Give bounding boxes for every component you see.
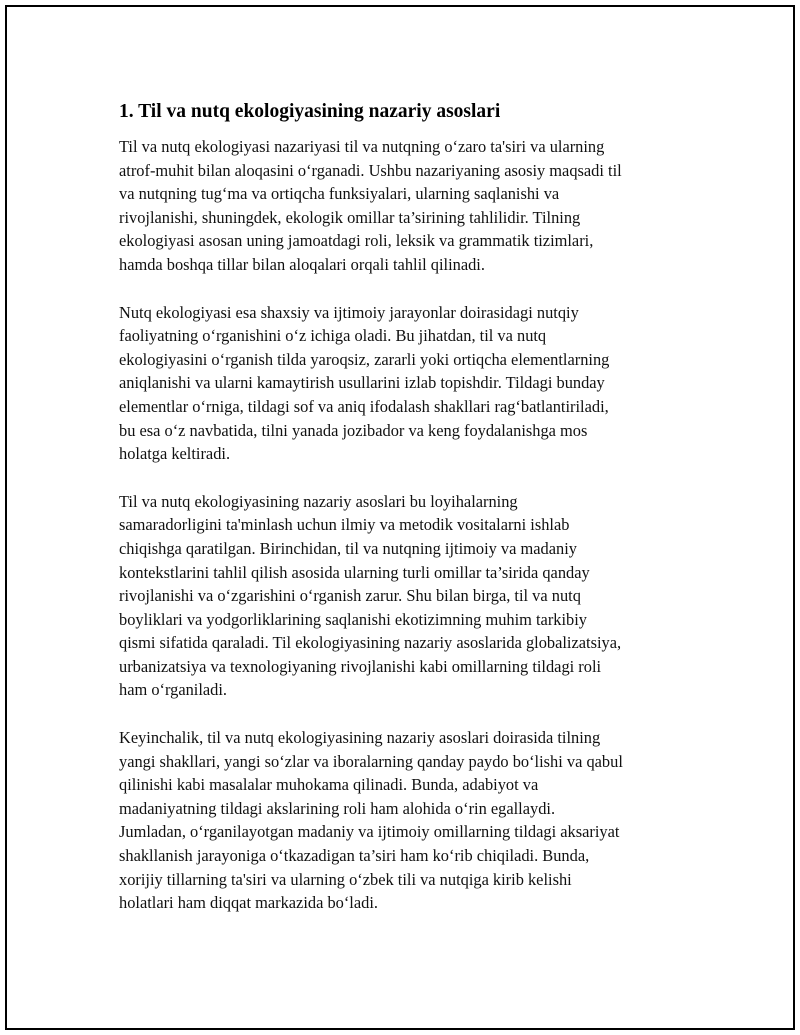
text-line: va nutqning tug‘ma va ortiqcha funksiyalari, ularning saqlanishi va [119,184,560,204]
text-line: madaniyatning tildagi akslarining roli ham alohida o‘rin egallaydi. [119,798,556,818]
text-line: ekologiyasi asosan uning jamoatdagi roli, leksik va grammatik tizimlari, [119,231,594,251]
text-line: holatga keltiradi. [119,444,231,464]
text-line: Nutq ekologiyasi esa shaxsiy va ijtimoiy jarayonlar doirasidagi nutqiy [119,302,579,322]
text-line: ekologiyasini o‘rganish tilda yaroqsiz, zararli yoki ortiqcha elementlarning [119,349,610,369]
paragraph-2 [119,301,709,466]
text-line: elementlar o‘rniga, tildagi sof va aniq ifodalash shakllari rag‘batlantiriladi, [119,396,609,416]
text-line: samaradorligini ta'minlash uchun ilmiy va metodik vositalarni ishlab [119,515,570,535]
text-line: ham o‘rganiladi. [119,680,228,700]
text-line: holatlari ham diqqat markazida bo‘ladi. [119,893,378,913]
text-line: xorijiy tillarning ta'siri va ularning o‘zbek tili va nutqiga kirib kelishi [119,869,572,889]
paragraph-1 [119,135,709,277]
page-frame [5,5,795,1030]
text-line: Til va nutq ekologiyasi nazariyasi til va nutqning o‘zaro ta'siri va ularning [119,137,605,156]
text-line: aniqlanishi va ularni kamaytirish usullarini izlab topishdir. Tildagi bunday [119,373,605,393]
section-heading: 1. Til va nutq ekologiyasining nazariy asoslari [119,101,501,122]
text-line: shakllanish jarayoniga o‘tkazadigan ta’siri ham ko‘rib chiqiladi. Bunda, [119,846,590,866]
text-line: Til va nutq ekologiyasining nazariy asoslari bu loyihalarning [119,491,518,511]
text-line: rivojlanishi va o‘zgarishini o‘rganish zarur. Shu bilan birga, til va nutq [119,586,581,606]
text-line: boyliklari va yodgorliklarining saqlanishi ekotizimning muhim tarkibiy [119,609,587,629]
text-line: bu esa o‘z navbatida, tilni yanada jozibador va keng foydalanishga mos [119,420,588,440]
text-line: qilinishi kabi masalalar muhokama qilinadi. Bunda, adabiyot va [119,775,539,795]
text-line: Jumladan, o‘rganilayotgan madaniy va ijtimoiy omillarning tildagi aksariyat [119,822,620,842]
text-line: Keyinchalik, til va nutq ekologiyasining nazariy asoslari doirasida tilning [119,728,601,748]
text-line: rivojlanishi, shuningdek, ekologik omillar ta’sirining tahlilidir. Tilning [119,207,581,227]
text-line: hamda boshqa tillar bilan aloqalari orqali tahlil qilinadi. [119,254,485,274]
text-line: qismi sifatida qaraladi. Til ekologiyasining nazariy asoslarida globalizatsiya, [119,633,622,653]
paragraph-3 [119,490,709,702]
text-line: faoliyatning o‘rganishini o‘z ichiga oladi. Bu jihatdan, til va nutq [119,326,547,346]
text-line: chiqishga qaratilgan. Birinchidan, til va nutqning ijtimoiy va madaniy [119,538,577,558]
document-body [119,99,709,939]
text-line: atrof-muhit bilan aloqasini o‘rganadi. Ushbu nazariyaning asosiy maqsadi til [119,160,622,180]
text-line: kontekstlarini tahlil qilish asosida ularning turli omillar ta’sirida qanday [119,562,590,582]
text-line: urbanizatsiya va texnologiyaning rivojlanishi kabi omillarning tildagi roli [119,656,602,676]
paragraph-4 [119,726,709,915]
text-line: yangi shakllari, yangi so‘zlar va iboralarning qanday paydo bo‘lishi va qabul [119,751,623,771]
